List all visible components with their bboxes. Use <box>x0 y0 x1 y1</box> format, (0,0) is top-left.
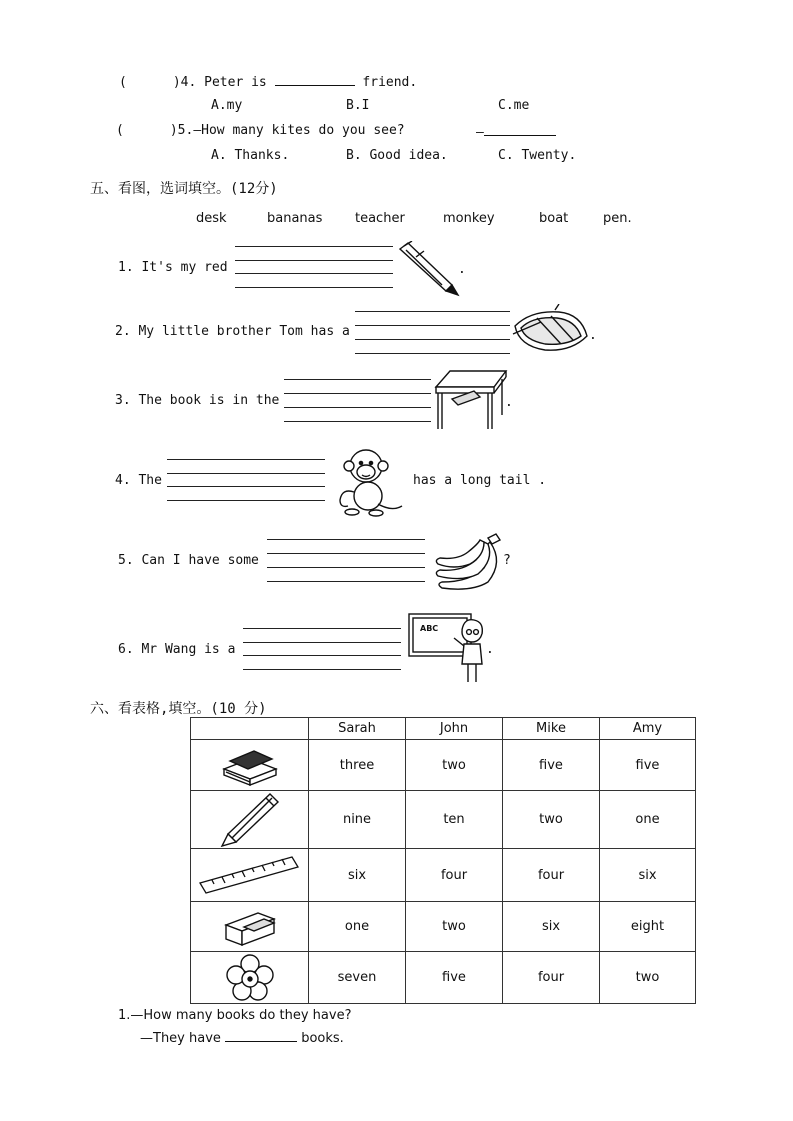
q4-text-b: friend. <box>362 75 418 90</box>
q4-paren-open: ( <box>119 75 127 90</box>
q5-answer-blank[interactable] <box>484 123 556 136</box>
q5-option-a: A. Thanks. <box>211 148 290 163</box>
cell-value: ten <box>406 791 503 849</box>
item5-end: ? <box>503 553 511 568</box>
cell-value: nine <box>309 791 406 849</box>
cell-value: two <box>406 740 503 791</box>
word-bank-boat: boat <box>539 211 569 226</box>
row-icon-cell <box>191 902 309 952</box>
q5-paren-close: ) <box>169 123 178 138</box>
word-bank-teacher: teacher <box>355 211 405 226</box>
item3-text: 3. The book is in the <box>115 393 280 408</box>
q5-answer-line <box>476 123 556 140</box>
q4-option-a: A.my <box>211 98 243 113</box>
cell-value: six <box>503 902 600 952</box>
cell-value: five <box>406 952 503 1004</box>
table-corner-cell <box>191 718 309 740</box>
desk-icon <box>432 369 510 431</box>
ruler-icon <box>198 853 302 897</box>
cell-value: six <box>600 849 696 902</box>
table-row <box>191 952 696 1004</box>
book-icon <box>220 743 280 787</box>
q5-dash: — <box>476 125 484 140</box>
row-icon-cell <box>191 952 309 1004</box>
q4-answer-blank[interactable] <box>275 73 355 86</box>
q1-answer-blank[interactable] <box>225 1029 297 1042</box>
cell-value: three <box>309 740 406 791</box>
cell-value: one <box>600 791 696 849</box>
row-icon-cell <box>191 849 309 902</box>
q5-line <box>116 123 405 138</box>
cell-value: six <box>309 849 406 902</box>
section5-title: 五、看图，选词填空。(12分) <box>90 181 278 197</box>
count-table <box>190 717 696 1004</box>
word-bank-monkey: monkey <box>443 211 495 226</box>
header-amy: Amy <box>600 718 696 740</box>
q5-option-b: B. Good idea. <box>346 148 448 163</box>
q5-paren-open: ( <box>116 123 124 138</box>
section6-title: 六、看表格,填空。(10 分) <box>90 701 267 717</box>
cell-value: seven <box>309 952 406 1004</box>
cell-value: eight <box>600 902 696 952</box>
table-row <box>191 740 696 791</box>
header-john: John <box>406 718 503 740</box>
cell-value: two <box>600 952 696 1004</box>
item2-end: . <box>589 328 597 343</box>
q4-option-b: B.I <box>346 98 370 113</box>
cell-value: four <box>503 952 600 1004</box>
q5-number: 5. <box>177 123 194 138</box>
item6-end: . <box>486 642 494 657</box>
q4-line <box>119 73 417 90</box>
pen-icon <box>396 241 460 297</box>
item3-end: . <box>505 395 513 410</box>
q5-question: —How many kites do you see? <box>193 123 405 138</box>
cell-value: five <box>503 740 600 791</box>
item1-end: . <box>458 262 466 277</box>
q4-number: 4. <box>180 75 197 90</box>
cell-value: five <box>600 740 696 791</box>
header-mike: Mike <box>503 718 600 740</box>
item4-text: 4. The <box>115 473 162 488</box>
q5-option-c: C. Twenty. <box>498 148 577 163</box>
word-bank-pen: pen. <box>603 211 632 226</box>
q4-text-a: Peter is <box>204 75 267 90</box>
board-abc-text: ABC <box>420 624 439 633</box>
table-row <box>191 902 696 952</box>
item6-text: 6. Mr Wang is a <box>118 642 236 657</box>
row-icon-cell <box>191 740 309 791</box>
cell-value: two <box>503 791 600 849</box>
boat-icon <box>511 304 591 356</box>
flower-icon <box>224 953 276 1003</box>
item1-text: 1. It's my red <box>118 260 228 275</box>
cell-value: two <box>406 902 503 952</box>
table-header-row <box>191 718 696 740</box>
section6-q1-question: 1.—How many books do they have? <box>118 1008 352 1023</box>
q4-option-c: C.me <box>498 98 530 113</box>
item2-text: 2. My little brother Tom has a <box>115 324 350 339</box>
word-bank-desk: desk <box>196 211 227 226</box>
teacher-icon <box>408 612 494 686</box>
cell-value: four <box>406 849 503 902</box>
table-row <box>191 791 696 849</box>
q1-answer-prefix: —They have <box>140 1031 221 1046</box>
item5-text: 5. Can I have some <box>118 553 259 568</box>
monkey-icon <box>332 442 406 518</box>
q4-paren-close: ) <box>172 75 181 90</box>
bananas-icon <box>432 532 506 594</box>
cell-value: one <box>309 902 406 952</box>
cell-value: four <box>503 849 600 902</box>
eraser-icon <box>220 905 280 949</box>
item4-end: has a long tail . <box>413 473 547 488</box>
q1-answer-suffix: books. <box>301 1031 344 1046</box>
section6-q1-answer <box>140 1029 344 1046</box>
word-bank-bananas: bananas <box>267 211 323 226</box>
row-icon-cell <box>191 791 309 849</box>
pencil-icon <box>218 792 282 848</box>
table-row <box>191 849 696 902</box>
header-sarah: Sarah <box>309 718 406 740</box>
